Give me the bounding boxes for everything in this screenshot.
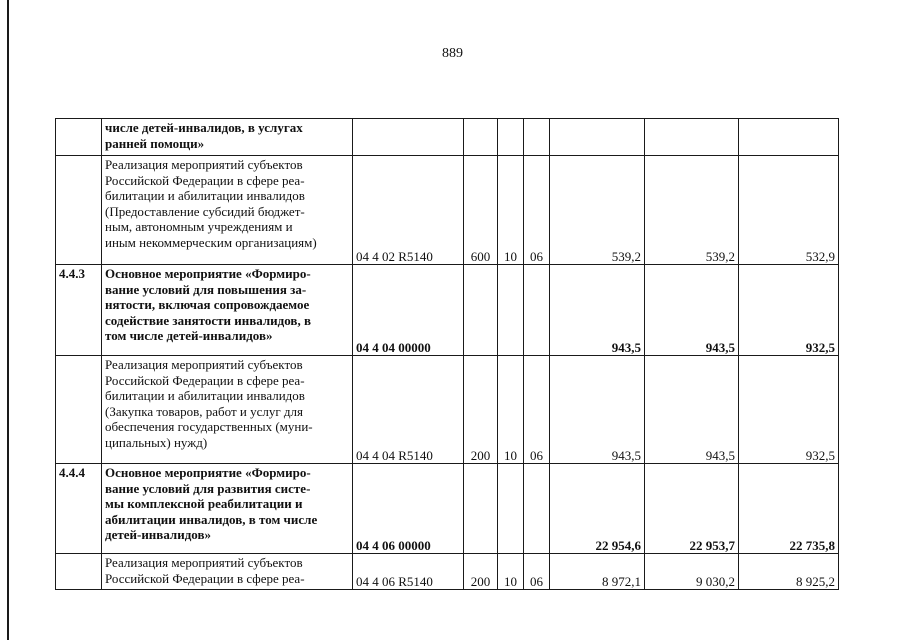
row-code: 04 4 06 00000 — [353, 464, 464, 554]
row-rz — [498, 464, 524, 554]
row-code — [353, 119, 464, 156]
table-row — [56, 119, 839, 156]
row-rz — [498, 265, 524, 356]
row-vr: 600 — [464, 156, 498, 265]
row-value-3: 22 735,8 — [739, 464, 839, 554]
row-value-2: 943,5 — [645, 356, 739, 464]
row-name — [102, 464, 353, 554]
row-value-3: 932,5 — [739, 265, 839, 356]
table-row — [56, 356, 839, 464]
row-name — [102, 554, 353, 590]
row-vr: 200 — [464, 356, 498, 464]
row-value-2 — [645, 119, 739, 156]
row-name — [102, 265, 353, 356]
name-line: нятости, включая сопровождаемое — [105, 297, 310, 312]
row-rz: 10 — [498, 156, 524, 265]
row-value-1: 8 972,1 — [550, 554, 645, 590]
row-vr — [464, 265, 498, 356]
scan-left-edge — [7, 0, 9, 640]
row-index — [56, 119, 102, 156]
name-line: числе детей-инвалидов, в услугах — [105, 120, 303, 135]
table-row — [56, 554, 839, 590]
row-index — [56, 554, 102, 590]
name-line: абилитации инвалидов, в том числе — [105, 511, 318, 527]
name-line: Российской Федерации в сфере реа- — [105, 172, 305, 188]
row-name — [102, 119, 353, 156]
row-value-1: 943,5 — [550, 356, 645, 464]
row-name — [102, 156, 353, 265]
name-line: иным некоммерческим организациям) — [105, 234, 317, 250]
name-line: Реализация мероприятий субъектов — [105, 555, 303, 570]
row-pr: 06 — [524, 156, 550, 265]
row-value-2: 943,5 — [645, 265, 739, 356]
name-line: ным, автономным учреждениям и — [105, 219, 293, 234]
row-rz: 10 — [498, 356, 524, 464]
table-row — [56, 156, 839, 265]
row-index — [56, 356, 102, 464]
name-line: мы комплексной реабилитации и — [105, 496, 303, 511]
name-line: Российской Федерации в сфере реа- — [105, 570, 305, 586]
row-value-3 — [739, 119, 839, 156]
row-code: 04 4 06 R5140 — [353, 554, 464, 590]
row-pr: 06 — [524, 356, 550, 464]
row-value-3: 932,5 — [739, 356, 839, 464]
row-value-1: 22 954,6 — [550, 464, 645, 554]
name-line: билитации и абилитации инвалидов — [105, 388, 305, 403]
row-value-2: 22 953,7 — [645, 464, 739, 554]
table-row — [56, 464, 839, 554]
row-pr — [524, 265, 550, 356]
row-value-1: 943,5 — [550, 265, 645, 356]
page-number: 889 — [442, 46, 463, 61]
row-value-3: 8 925,2 — [739, 554, 839, 590]
row-value-2: 539,2 — [645, 156, 739, 265]
name-line: Основное мероприятие «Формиро- — [105, 465, 311, 480]
row-index — [56, 156, 102, 265]
name-line: содействие занятости инвалидов, в — [105, 312, 311, 328]
name-line: (Предоставление субсидий бюджет- — [105, 203, 305, 219]
name-line: Российской Федерации в сфере реа- — [105, 372, 305, 388]
name-line: Основное мероприятие «Формиро- — [105, 266, 311, 281]
name-line: вание условий для повышения за- — [105, 281, 307, 297]
name-line: обеспечения государственных (муни- — [105, 419, 313, 434]
table-row — [56, 265, 839, 356]
name-line: детей-инвалидов» — [105, 527, 211, 542]
row-pr: 06 — [524, 554, 550, 590]
name-line: (Закупка товаров, работ и услуг для — [105, 403, 303, 419]
row-pr — [524, 464, 550, 554]
row-value-1 — [550, 119, 645, 156]
row-code: 04 4 02 R5140 — [353, 156, 464, 265]
budget-table-body — [56, 119, 839, 590]
name-line: билитации и абилитации инвалидов — [105, 188, 305, 203]
row-pr — [524, 119, 550, 156]
budget-table — [55, 118, 839, 590]
row-value-3: 532,9 — [739, 156, 839, 265]
name-line: вание условий для развития систе- — [105, 480, 311, 496]
row-value-2: 9 030,2 — [645, 554, 739, 590]
name-line: том числе детей-инвалидов» — [105, 328, 273, 343]
name-line: ципальных) нужд) — [105, 434, 208, 450]
row-value-1: 539,2 — [550, 156, 645, 265]
row-code: 04 4 04 R5140 — [353, 356, 464, 464]
row-vr — [464, 119, 498, 156]
row-vr — [464, 464, 498, 554]
row-vr: 200 — [464, 554, 498, 590]
row-code: 04 4 04 00000 — [353, 265, 464, 356]
name-line: Реализация мероприятий субъектов — [105, 357, 303, 372]
row-rz — [498, 119, 524, 156]
row-index: 4.4.3 — [56, 265, 102, 356]
name-line: ранней помощи» — [105, 135, 205, 151]
row-name — [102, 356, 353, 464]
row-index: 4.4.4 — [56, 464, 102, 554]
row-rz: 10 — [498, 554, 524, 590]
name-line: Реализация мероприятий субъектов — [105, 157, 303, 172]
